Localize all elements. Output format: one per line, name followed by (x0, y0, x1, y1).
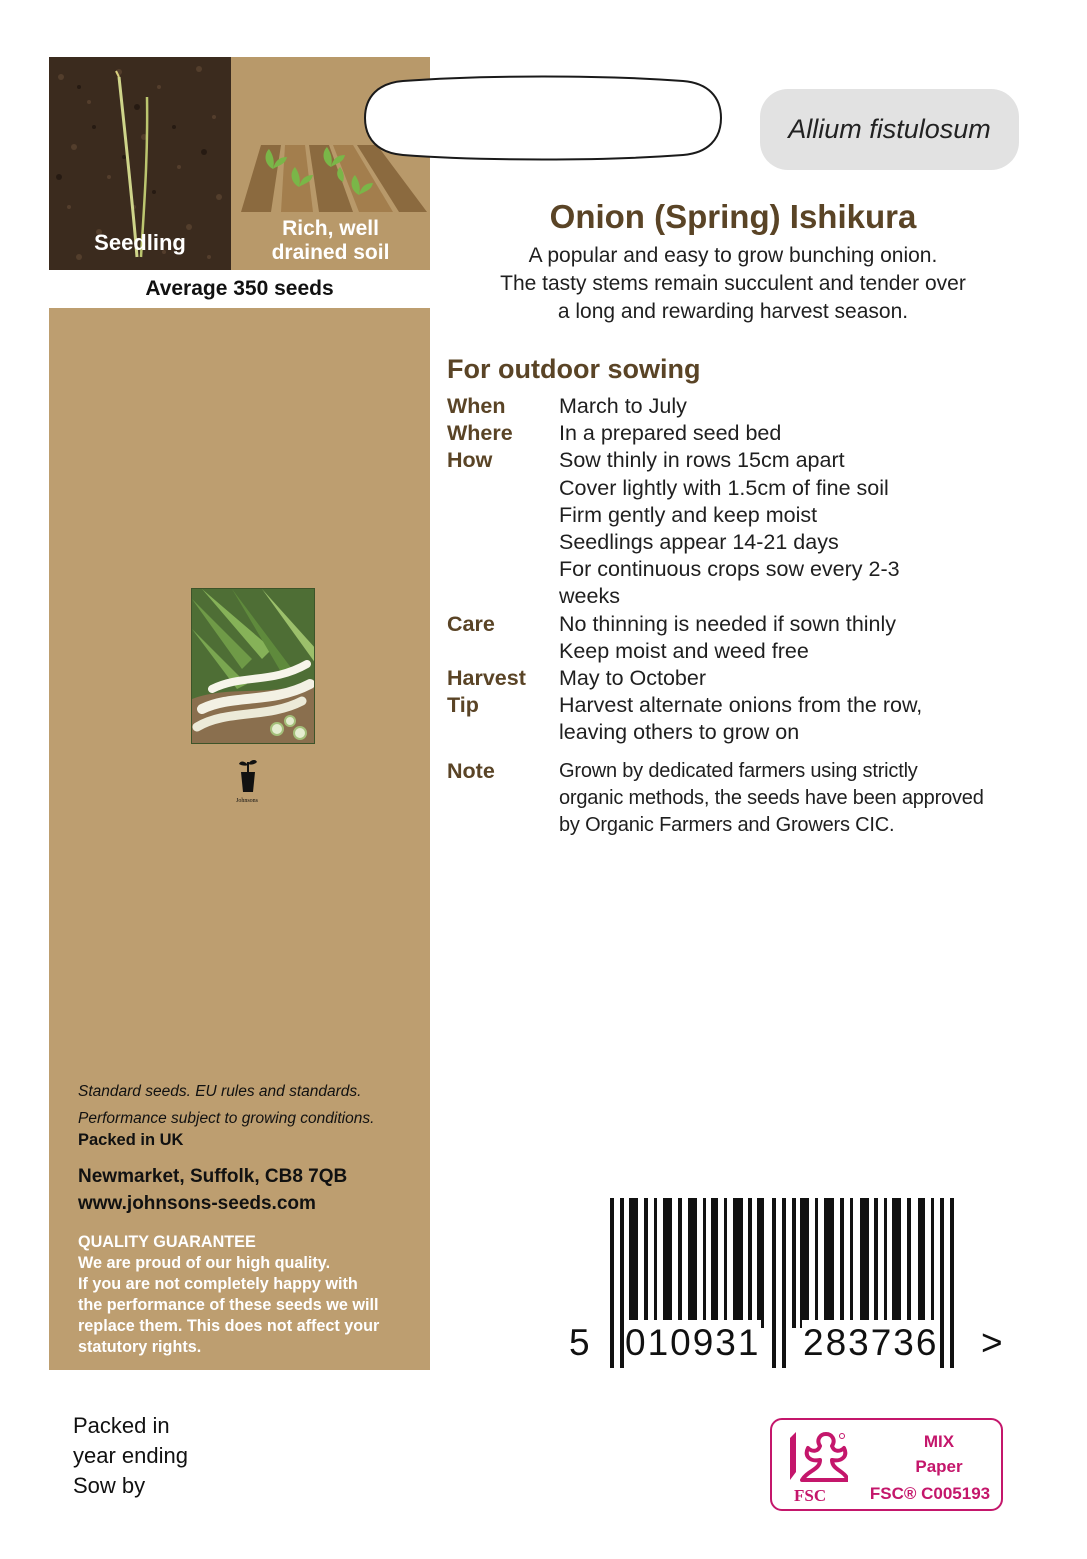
guarantee-line: the performance of these seeds we will (78, 1296, 379, 1314)
barcode-left-group: 010931 (624, 1320, 761, 1366)
pot-icon (238, 758, 258, 794)
info-line: Keep moist and weed free (559, 638, 809, 663)
quality-guarantee (78, 1232, 426, 1358)
info-line: May to October (559, 666, 706, 691)
packed-in-line: Packed in (73, 1413, 170, 1438)
soil-label-line1: Rich, well (282, 217, 379, 240)
guarantee-line: We are proud of our high quality. (78, 1254, 331, 1272)
standards-text (78, 1078, 423, 1132)
johnsons-logo (229, 758, 279, 808)
packed-in-uk: Packed in UK (78, 1131, 184, 1149)
info-label: Tip (447, 693, 479, 718)
address-line: Newmarket, Suffolk, CB8 7QB (78, 1166, 348, 1187)
info-value (559, 420, 1037, 447)
info-line: Harvest alternate onions from the row, (559, 693, 923, 718)
note-line: by Organic Farmers and Growers CIC. (559, 814, 895, 836)
info-value (559, 393, 1037, 420)
description-line: a long and rewarding harvest season. (557, 300, 909, 323)
info-row-where (447, 420, 1037, 447)
info-line: In a prepared seed bed (559, 421, 782, 446)
standards-line2: Performance subject to growing conditions. (78, 1110, 375, 1127)
year-ending-line: year ending (73, 1443, 188, 1468)
info-label: Where (447, 421, 513, 446)
spring-onion-image (192, 589, 315, 744)
note-line: Grown by dedicated farmers using strictly (559, 760, 918, 782)
guarantee-line: replace them. This does not affect your (78, 1317, 380, 1335)
onion-photo (191, 588, 315, 744)
standards-line1: Standard seeds. EU rules and standards. (78, 1083, 362, 1100)
soil-label-line2: drained soil (271, 241, 390, 264)
guarantee-title: QUALITY GUARANTEE (78, 1233, 256, 1251)
info-line: Seedlings appear 14-21 days (559, 530, 839, 555)
description-line: The tasty stems remain succulent and tender over (500, 272, 966, 295)
description-line: A popular and easy to grow bunching onion. (528, 244, 938, 267)
info-label: When (447, 394, 506, 418)
info-label: Care (447, 611, 495, 636)
soil-label (231, 217, 430, 265)
barcode-right-group: 283736 (802, 1320, 939, 1366)
info-value (559, 692, 1037, 746)
info-line: March to July (559, 394, 687, 418)
note-label: Note (447, 759, 495, 783)
info-value (559, 611, 1037, 665)
barcode-first-digit: 5 (568, 1320, 591, 1366)
info-value (559, 447, 1037, 610)
fsc-code: FSC® C005193 (869, 1484, 991, 1503)
seedling-tile (49, 57, 231, 270)
sowing-section-title: For outdoor sowing (447, 354, 701, 384)
website-link[interactable]: www.johnsons-seeds.com (78, 1193, 316, 1214)
info-row-when (447, 393, 1037, 420)
company-address (78, 1163, 347, 1217)
note-text (559, 758, 1037, 839)
hang-hole (363, 75, 724, 161)
brand-name: Johnsons (235, 798, 258, 804)
fsc-short: FSC (794, 1486, 827, 1505)
info-label: Harvest (447, 666, 526, 691)
product-title: Onion (Spring) Ishikura (549, 198, 917, 235)
guarantee-line: statutory rights. (78, 1338, 202, 1356)
note-block (447, 758, 1037, 839)
barcode-number (568, 1316, 1016, 1368)
info-value (559, 665, 1037, 692)
info-row-how (447, 447, 1037, 610)
sowing-info-table (447, 393, 1037, 747)
info-label: How (447, 448, 493, 473)
fsc-badge (770, 1418, 1003, 1511)
seedling-label: Seedling (94, 230, 186, 255)
note-line: organic methods, the seeds have been approved (559, 787, 984, 809)
fsc-tree-icon (786, 1430, 848, 1486)
fsc-paper: Paper (915, 1457, 963, 1476)
info-line: No thinning is needed if sown thinly (559, 611, 897, 636)
info-line: Firm gently and keep moist (559, 502, 818, 527)
sow-by-line: Sow by (73, 1473, 146, 1498)
info-line: weeks (559, 584, 620, 609)
latin-name-badge: Allium fistulosum (760, 89, 1019, 170)
barcode-end-mark: > (980, 1320, 1004, 1366)
seed-count: Average 350 seeds (49, 270, 430, 308)
guarantee-line: If you are not completely happy with (78, 1275, 358, 1293)
fsc-mix: MIX (923, 1432, 955, 1451)
info-line: Sow thinly in rows 15cm apart (559, 448, 845, 473)
product-description (448, 242, 1018, 326)
info-row-tip (447, 692, 1037, 746)
info-line: leaving others to grow on (559, 720, 800, 745)
info-row-harvest (447, 665, 1037, 692)
info-row-care (447, 611, 1037, 665)
info-line: For continuous crops sow every 2-3 (559, 557, 900, 582)
info-line: Cover lightly with 1.5cm of fine soil (559, 475, 889, 500)
packed-in-info (73, 1411, 188, 1501)
